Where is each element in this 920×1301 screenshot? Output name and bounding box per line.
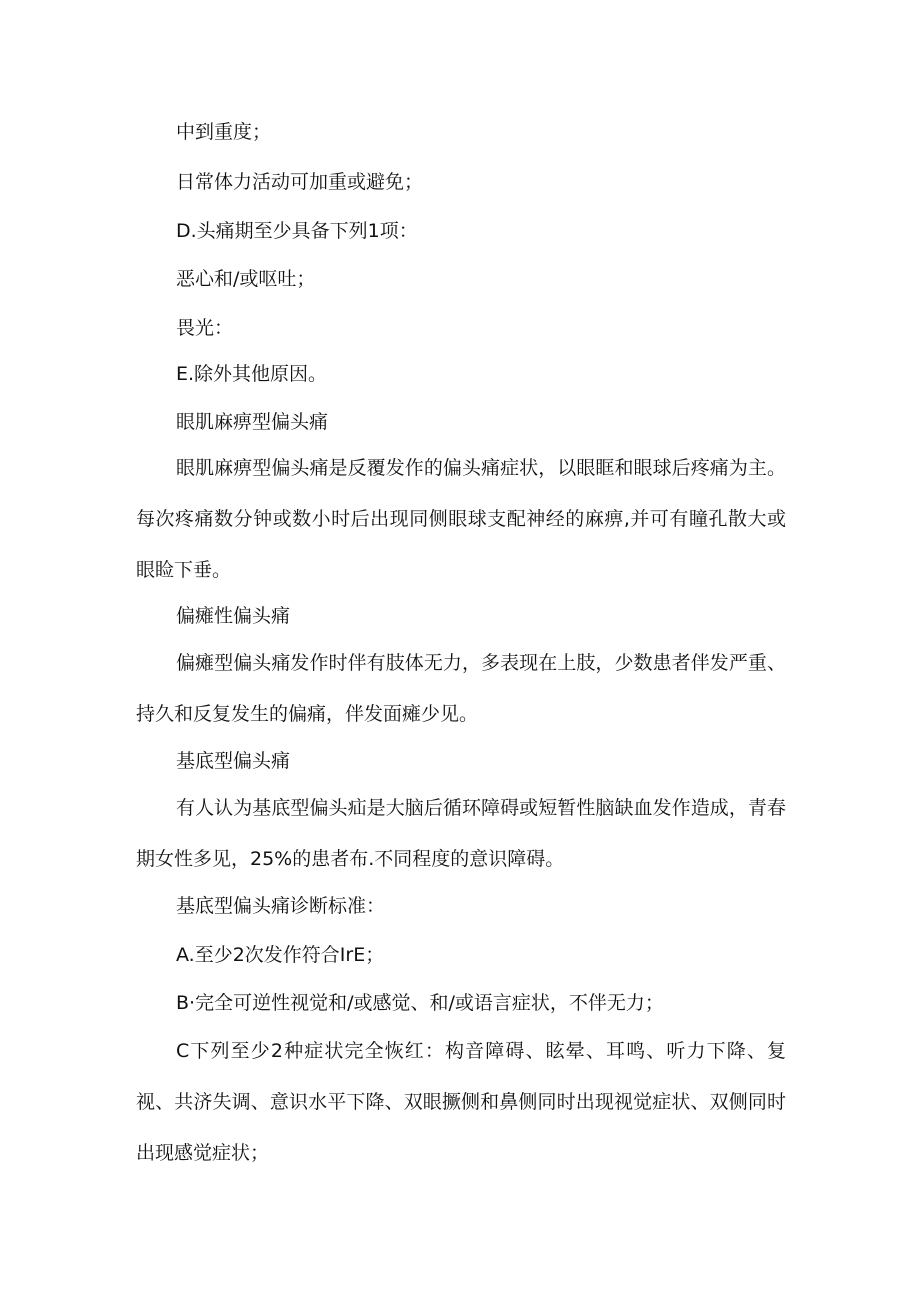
paragraph-hemiplegic: 偏瘫型偏头痛发作时伴有肢体无力，多表现在上肢，少数患者伴发严重、持久和反复发生的偏痛，伴发面瘫少见。 (136, 652, 786, 725)
paragraph-criteria-c: C下列至少2种症状完全恢红：构音障碍、眩晕、耳鸣、听力下降、复视、共济失调、意识水平下降、双眼撅侧和鼻侧同时出现视觉症状、双侧同时出现感觉症状； (136, 1040, 786, 1164)
text-line-nausea: 恶心和/或呕吐； (176, 268, 316, 290)
paragraph-ophthalmoplegic: 眼肌麻痹型偏头痛是反覆发作的偏头痛症状，以眼眶和眼球后疼痛为主。每次疼痛数分钟或数小时后出现同侧眼球支配神经的麻痹,并可有瞳孔散大或眼睑下垂。 (136, 457, 786, 581)
criteria-heading: 基底型偏头痛诊断标准： (176, 895, 386, 917)
section-heading-ophthalmoplegic: 眼肌麻痹型偏头痛 (176, 411, 329, 433)
criteria-b: B·完全可逆性视觉和/或感觉、和/或语言症状，不伴无力； (176, 992, 664, 1014)
criteria-a: A.至少2次发作符合IrE； (176, 944, 385, 966)
text-line-severity: 中到重度； (176, 121, 272, 143)
criteria-e: E.除外其他原因。 (176, 363, 328, 385)
section-heading-hemiplegic: 偏瘫性偏头痛 (176, 605, 291, 627)
text-line-photophobia: 畏光： (176, 317, 234, 339)
section-heading-basilar: 基底型偏头痛 (176, 750, 291, 772)
paragraph-basilar: 有人认为基底型偏头疝是大脑后循环障碍或短暂性脑缺血发作造成，青春期女性多见，25%的患者布.不同程度的意识障碍。 (136, 797, 786, 870)
text-line-activity: 日常体力活动可加重或避免； (176, 171, 424, 193)
criteria-d: D.头痛期至少具备下列1项： (176, 220, 418, 242)
